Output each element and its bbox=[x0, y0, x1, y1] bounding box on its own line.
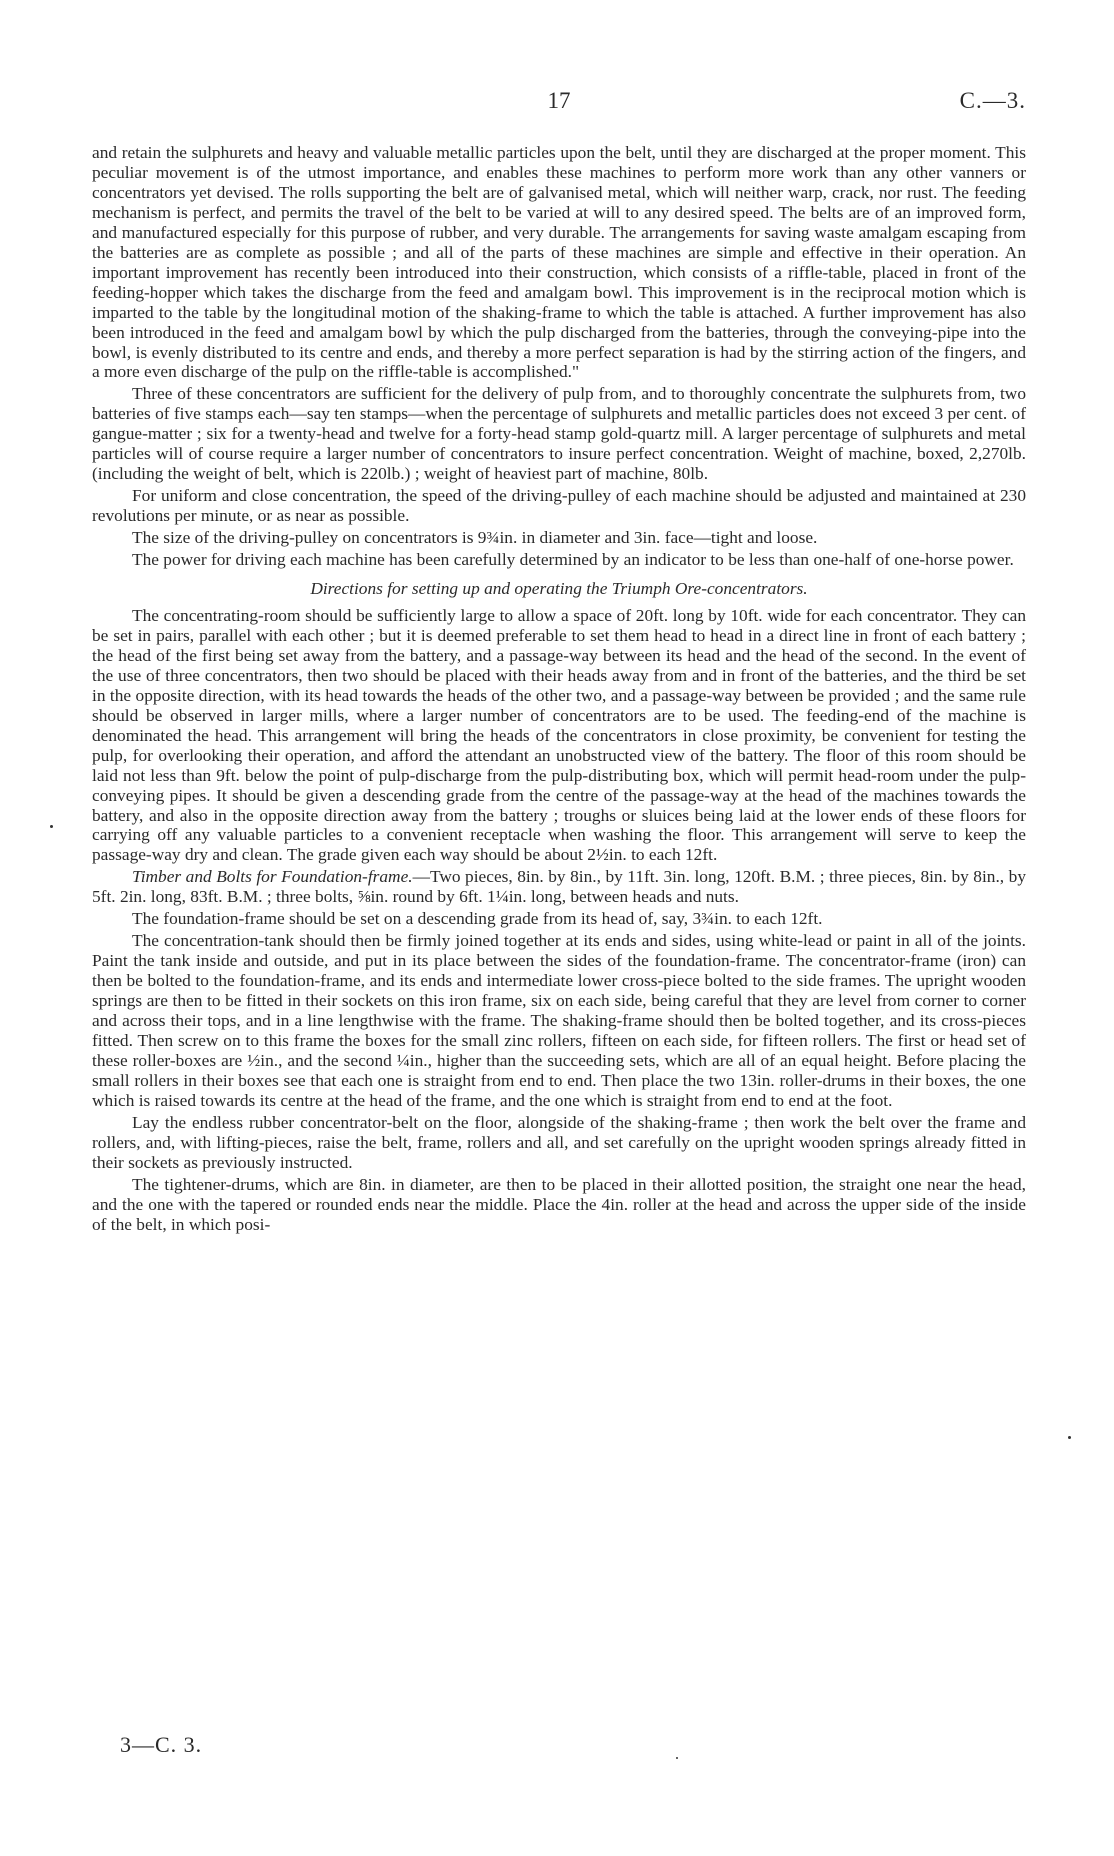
paragraph: The concentration-tank should then be firmly joined together at its ends and sides, using white-lead or paint in all of the joints. Paint the tank inside and outside, and put in its place between the sides of the foundation-frame. The concentrator-frame (iron) can then be bolted to the foundation-frame, and its ends and intermediate lower cross-piece bolted to the side frames. The upright wooden springs are then to be fitted in their sockets on this iron frame, six on each side, being careful that they are level from corner to corner and across their tops, and in a line lengthwise with the frame. The shaking-frame should then be bolted together, and its cross-pieces fitted. Then screw on to this frame the boxes for the small zinc rollers, fifteen on each side, for fifteen rollers. The first or head set of these roller-boxes are ½in., and the second ¼in., higher than the succeeding sets, which are all of an equal height. Before placing the small rollers in their boxes see that each one is straight from end to end. Then place the two 13in. roller-drums in their boxes, the one which is raised towards its centre at the head of the frame, and the one which is straight from end to end at the foot. bbox=[92, 931, 1026, 1110]
page-header bbox=[92, 88, 1026, 118]
ink-speck bbox=[1068, 1436, 1071, 1439]
page-number: 17 bbox=[547, 88, 571, 113]
paragraph: The power for driving each machine has been carefully determined by an indicator to be less than one-half of one-horse power. bbox=[132, 550, 1014, 570]
paragraph: Three of these concentrators are sufficient for the delivery of pulp from, and to thoroughly concentrate the sulphurets from, two batteries of five stamps each—say ten stamps—when the percentage of sulphurets and metallic particles does not exceed 3 per cent. of gangue-matter ; six for a twenty-head and twelve for a forty-head stamp gold-quartz mill. A larger percentage of sulphurets and metal particles will of course require a larger number of concentrators to insure perfect concentration. Weight of machine, boxed, 2,270lb. (including the weight of belt, which is 220lb.) ; weight of heaviest part of machine, 80lb. bbox=[92, 384, 1026, 484]
ink-speck bbox=[50, 825, 53, 828]
ink-speck bbox=[676, 1757, 678, 1759]
paragraph: and retain the sulphurets and heavy and valuable metallic particles upon the belt, until they are discharged at the proper moment. This peculiar movement is of the utmost importance, and enables these machines to perform more work than any other vanners or concentrators yet devised. The rolls supporting the belt are of galvanised metal, which will neither warp, crack, nor rust. The feeding mechanism is perfect, and permits the travel of the belt to be varied at will to any desired speed. The belts are of an improved form, and manufactured especially for this purpose of rubber, and very durable. The arrangements for saving waste amalgam escaping from the batteries are as complete as possible ; and all of the parts of these machines are simple and effective in their operation. An important improvement has recently been introduced into their construction, which consists of a riffle-table, placed in front of the feeding-hopper which takes the discharge from the feed and amalgam bowl. This improvement is in the reciprocal motion which is imparted to the table by the longitudinal motion of the shaking-frame to which the table is attached. A further improvement has also been introduced in the feed and amalgam bowl by which the pulp discharged from the batteries, through the conveying-pipe into the bowl, is evenly distributed to its centre and ends, and thereby a more perfect separation is had by the stirring action of the fingers, and a more even discharge of the pulp on the riffle-table is accomplished." bbox=[92, 143, 1026, 382]
paragraph-text: —Two pieces, 8in. by 8in., by 11ft. 3in. long, 120ft. B.M. ; three pieces, 8in. by 8in., by 5ft. 2in. long, 83ft. B.M. ; three bolts, ⅝in. round by 6ft. 1¼in. long, between heads and nuts. bbox=[92, 867, 1026, 907]
paragraph: Lay the endless rubber concentrator-belt on the floor, alongside of the shaking-frame ; then work the belt over the frame and rollers, and, with lifting-pieces, raise the belt, frame, rollers and all, and set carefully on the upright wooden springs already fitted in their sockets as previously instructed. bbox=[92, 1112, 1026, 1172]
paragraph-label: Timber and Bolts for Foundation-frame. bbox=[132, 867, 413, 887]
paragraph: The size of the driving-pulley on concentrators is 9¾in. in diameter and 3in. face—tight and loose. bbox=[132, 528, 818, 548]
paragraph: The concentrating-room should be sufficiently large to allow a space of 20ft. long by 10ft. wide for each concentrator. They can be set in pairs, parallel with each other ; but it is deemed preferable to set them head to head in a direct line in front of each battery ; the head of the first being set away from the battery, and a passage-way between its head and the head of the second. In the event of the use of three concentrators, then two should be placed with their heads away from and in front of the batteries, and the third be set in the opposite direction, with its head towards the heads of the other two, and a passage-way between be provided ; and the same rule should be observed in larger mills, where a larger number of concentrators are to be used. The feeding-end of the machine is denominated the head. This arrangement will bring the heads of the concentrators in close proximity, be convenient for testing the pulp, for overlooking their operation, and afford the attendant an unobstructed view of the battery. The floor of this room should be laid not less than 9ft. below the point of pulp-discharge from the pulp-distributing box, which will permit head-room under the pulp-conveying pipes. It should be given a descending grade from the centre of the passage-way at the head of the machines towards the battery, and also in the opposite direction away from the battery ; troughs or sluices being laid at the lower ends of these floors for carrying off any valuable particles to a convenient receptacle when washing the floor. This arrangement will serve to keep the passage-way dry and clean. The grade given each way should be about 2½in. to each 12ft. bbox=[92, 605, 1026, 865]
paragraph: The foundation-frame should be set on a descending grade from its head of, say, 3¾in. to each 12ft. bbox=[132, 909, 823, 929]
paragraph: For uniform and close concentration, the speed of the driving-pulley of each machine should be adjusted and maintained at 230 revolutions per minute, or as near as possible. bbox=[92, 486, 1026, 526]
section-heading: Directions for setting up and operating the Triumph Ore-concentrators. bbox=[310, 579, 808, 599]
paper-code: C.—3. bbox=[959, 88, 1026, 113]
paragraph: The tightener-drums, which are 8in. in diameter, are then to be placed in their allotted position, the straight one near the head, and the one with the tapered or rounded ends near the middle. Place the 4in. roller at the head and across the upper side of the inside of the belt, in which posi- bbox=[92, 1174, 1026, 1234]
body-text bbox=[92, 143, 1026, 1237]
paragraph bbox=[92, 867, 1026, 907]
page-signature: 3—C. 3. bbox=[120, 1732, 203, 1757]
